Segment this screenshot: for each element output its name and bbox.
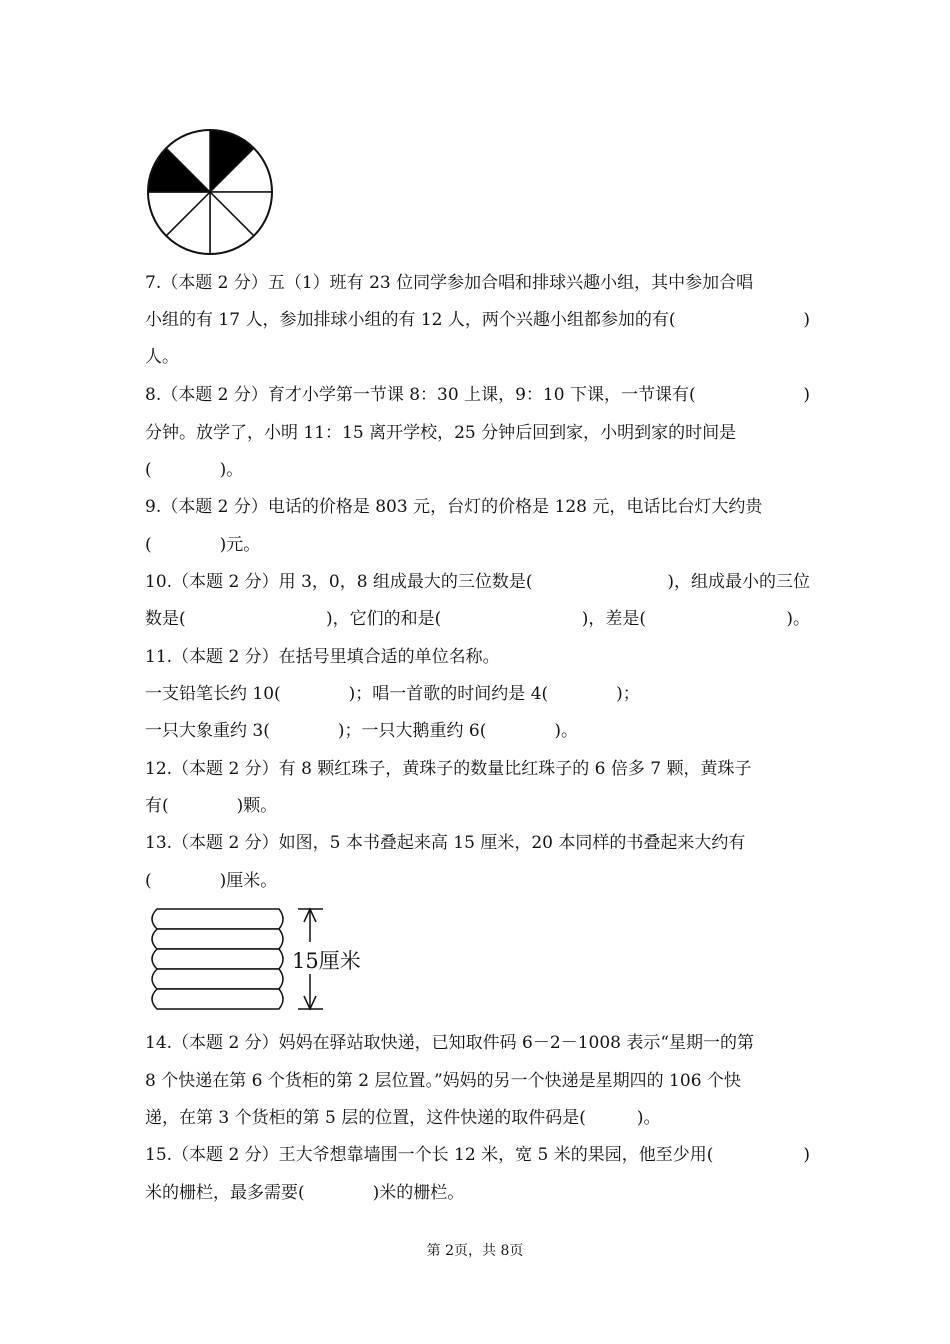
question-text-segment: 一支铅笔长约 10( )；唱一首歌的时间约是 4( )； <box>145 684 640 704</box>
question-text-segment: 一只大象重约 3( )；一只大鹅重约 6( )。 <box>145 721 578 741</box>
question-text-segment: 7.（本题 2 分）五（1）班有 23 位同学参加合唱和排球兴趣小组，其中参加合唱 <box>145 273 754 293</box>
question-line <box>145 569 810 595</box>
question-line <box>145 756 810 782</box>
question-text-segment: 10.（本题 2 分）用 3，0，8 组成最大的三位数是( <box>145 572 533 592</box>
book <box>152 949 283 969</box>
question-text-segment: 8 个快递在第 6 个货柜的第 2 层位置。”妈妈的另一个快递是星期四的 106 个快 <box>145 1071 741 1091</box>
book-stack <box>152 909 283 1009</box>
question-text-segment: 11.（本题 2 分）在括号里填合适的单位名称。 <box>145 647 500 667</box>
question-text-segment: )，它们的和是( <box>326 609 442 629</box>
page-footer: 第 2页，共 8页 <box>426 1243 524 1259</box>
question-line <box>145 1030 810 1056</box>
question-line <box>145 644 810 670</box>
question-line <box>145 1105 810 1131</box>
book <box>152 909 283 929</box>
question-text-segment: ( )。 <box>145 460 244 480</box>
question-text-segment: 有( )颗。 <box>145 796 278 816</box>
height-label: 15厘米 <box>292 949 361 973</box>
question-text-segment: ( )厘米。 <box>145 871 278 891</box>
question-text-segment: 12.（本题 2 分）有 8 颗红珠子，黄珠子的数量比红珠子的 6 倍多 7 颗，黄珠子 <box>145 759 752 779</box>
book-stack-figure <box>143 906 363 1016</box>
question-text-segment: 13.（本题 2 分）如图，5 本书叠起来高 15 厘米，20 本同样的书叠起来大约有 <box>145 833 746 853</box>
question-text-segment: 人。 <box>145 347 179 367</box>
question-line <box>145 270 810 296</box>
question-text-segment: 15.（本题 2 分）王大爷想靠墙围一个长 12 米，宽 5 米的果园，他至少用( <box>145 1145 714 1165</box>
question-text-segment: )。 <box>786 609 810 629</box>
book <box>152 929 283 949</box>
question-line <box>145 307 810 333</box>
book <box>152 989 283 1009</box>
book <box>152 969 283 989</box>
question-line <box>145 344 810 370</box>
question-line <box>145 793 810 819</box>
question-line <box>145 420 810 446</box>
question-text-segment: 8.（本题 2 分）育才小学第一节课 8：30 上课，9：10 下课，一节课有( <box>145 385 696 405</box>
question-text-segment: ) <box>803 1145 810 1165</box>
question-line <box>145 1142 810 1168</box>
question-text-segment: 14.（本题 2 分）妈妈在驿站取快递，已知取件码 6－2－1008 表示“星期一的第 <box>145 1033 755 1053</box>
question-line <box>145 830 810 856</box>
pie-fraction-figure <box>144 126 276 258</box>
question-line <box>145 868 810 894</box>
question-text-segment: 9.（本题 2 分）电话的价格是 803 元，台灯的价格是 128 元，电话比台灯大约贵 <box>145 497 763 517</box>
question-line <box>145 718 810 744</box>
question-text-segment: )，组成最小的三位 <box>667 572 810 592</box>
question-line <box>145 1068 810 1094</box>
question-line <box>145 382 810 408</box>
question-text-segment: )，差是( <box>581 609 646 629</box>
question-line <box>145 681 810 707</box>
question-line <box>145 1180 810 1206</box>
question-text-segment: 分钟。放学了，小明 11：15 离开学校，25 分钟后回到家，小明到家的时间是 <box>145 423 737 443</box>
question-line <box>145 532 810 558</box>
question-text-segment: ( )元。 <box>145 535 261 555</box>
question-text-segment: 数是( <box>145 609 186 629</box>
question-text-segment: 小组的有 17 人，参加排球小组的有 12 人，两个兴趣小组都参加的有( <box>145 310 676 330</box>
question-line <box>145 494 810 520</box>
question-text-segment: ) <box>803 385 810 405</box>
question-text-segment: ) <box>803 310 810 330</box>
question-line <box>145 606 810 632</box>
question-text-segment: 米的栅栏，最多需要( )米的栅栏。 <box>145 1183 465 1203</box>
question-text-segment: 递，在第 3 个货柜的第 5 层的位置，这件快递的取件码是( )。 <box>145 1108 661 1128</box>
question-line <box>145 457 810 483</box>
